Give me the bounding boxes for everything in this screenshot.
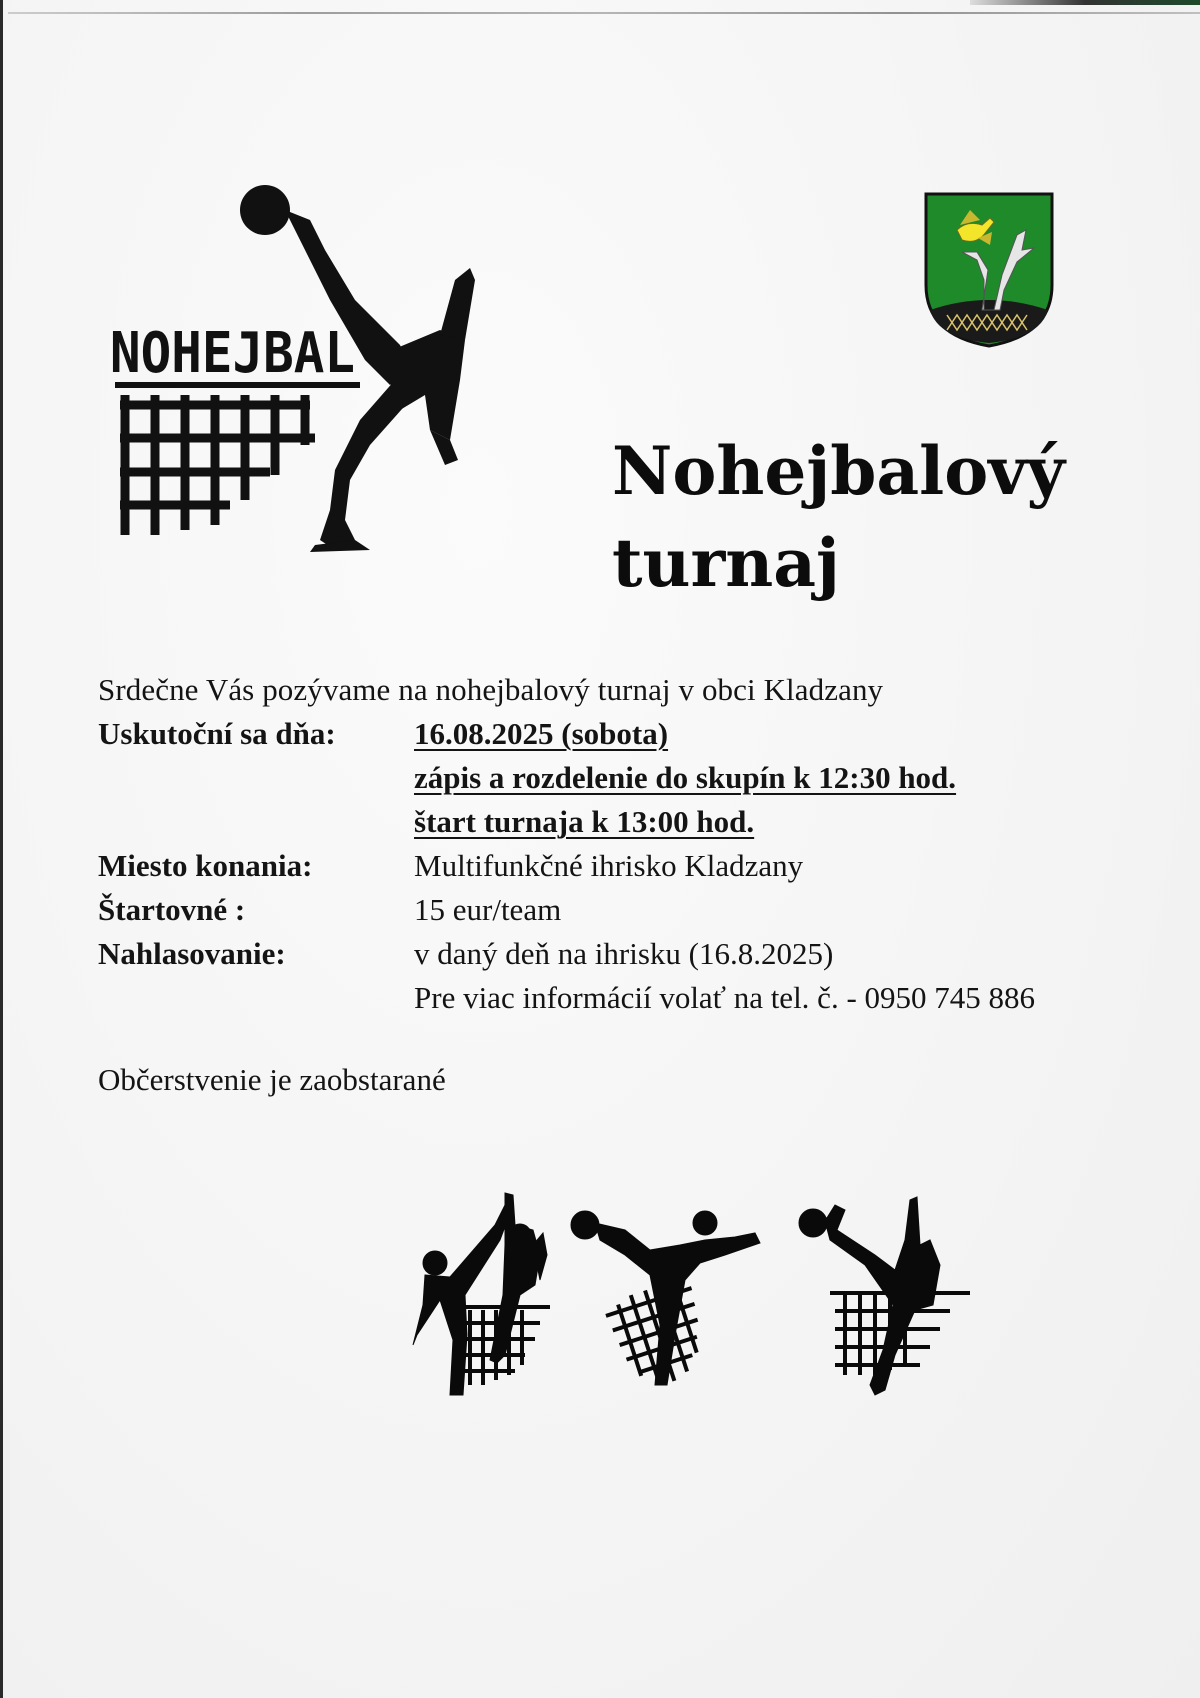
venue: Multifunkčné ihrisko Kladzany xyxy=(414,848,804,883)
nohejbal-logo-icon xyxy=(110,180,530,600)
scan-edge-corner xyxy=(970,0,1200,5)
detail-row-date xyxy=(98,712,1178,756)
detail-row-venue xyxy=(98,844,1178,888)
registration-time: zápis a rozdelenie do skupín k 12:30 hod. xyxy=(414,760,957,795)
scissor-kick-silhouette-icon xyxy=(799,1197,970,1395)
detail-row-start-time xyxy=(98,800,1178,844)
detail-row-fee xyxy=(98,888,1178,932)
high-kick-silhouette-icon xyxy=(571,1211,760,1395)
detail-row-signup xyxy=(98,932,1178,976)
detail-label: Nahlasovanie: xyxy=(98,936,286,971)
player-silhouettes-icon xyxy=(405,1185,1105,1425)
invitation-text: Srdečne Vás pozývame na nohejbalový turnaj v obci Kladzany xyxy=(98,672,884,707)
signup-info: v daný deň na ihrisku (16.8.2025) xyxy=(414,936,834,971)
entry-fee: 15 eur/team xyxy=(414,892,562,927)
poster-title xyxy=(612,425,1065,609)
title-line-1: Nohejbalový xyxy=(612,432,1065,510)
detail-label: Miesto konania: xyxy=(98,848,313,883)
coat-of-arms-icon xyxy=(922,190,1056,350)
event-details xyxy=(98,668,1178,1020)
detail-row-registration-time xyxy=(98,756,1178,800)
two-players-silhouette-icon xyxy=(413,1193,550,1395)
detail-label: Uskutoční sa dňa: xyxy=(98,716,336,751)
start-time: štart turnaja k 13:00 hod. xyxy=(414,804,755,839)
detail-row-contact xyxy=(98,976,1178,1020)
logo-text: NOHEJBAL xyxy=(110,321,355,386)
contact-phone: Pre viac informácií volať na tel. č. - 0950 745 886 xyxy=(414,980,1036,1015)
scan-edge-left xyxy=(0,0,3,1698)
scan-edge-top xyxy=(8,12,1200,14)
detail-label: Štartovné : xyxy=(98,892,246,927)
refreshments-note: Občerstvenie je zaobstarané xyxy=(98,1062,446,1097)
title-line-2: turnaj xyxy=(612,524,840,602)
event-date: 16.08.2025 (sobota) xyxy=(414,716,669,751)
